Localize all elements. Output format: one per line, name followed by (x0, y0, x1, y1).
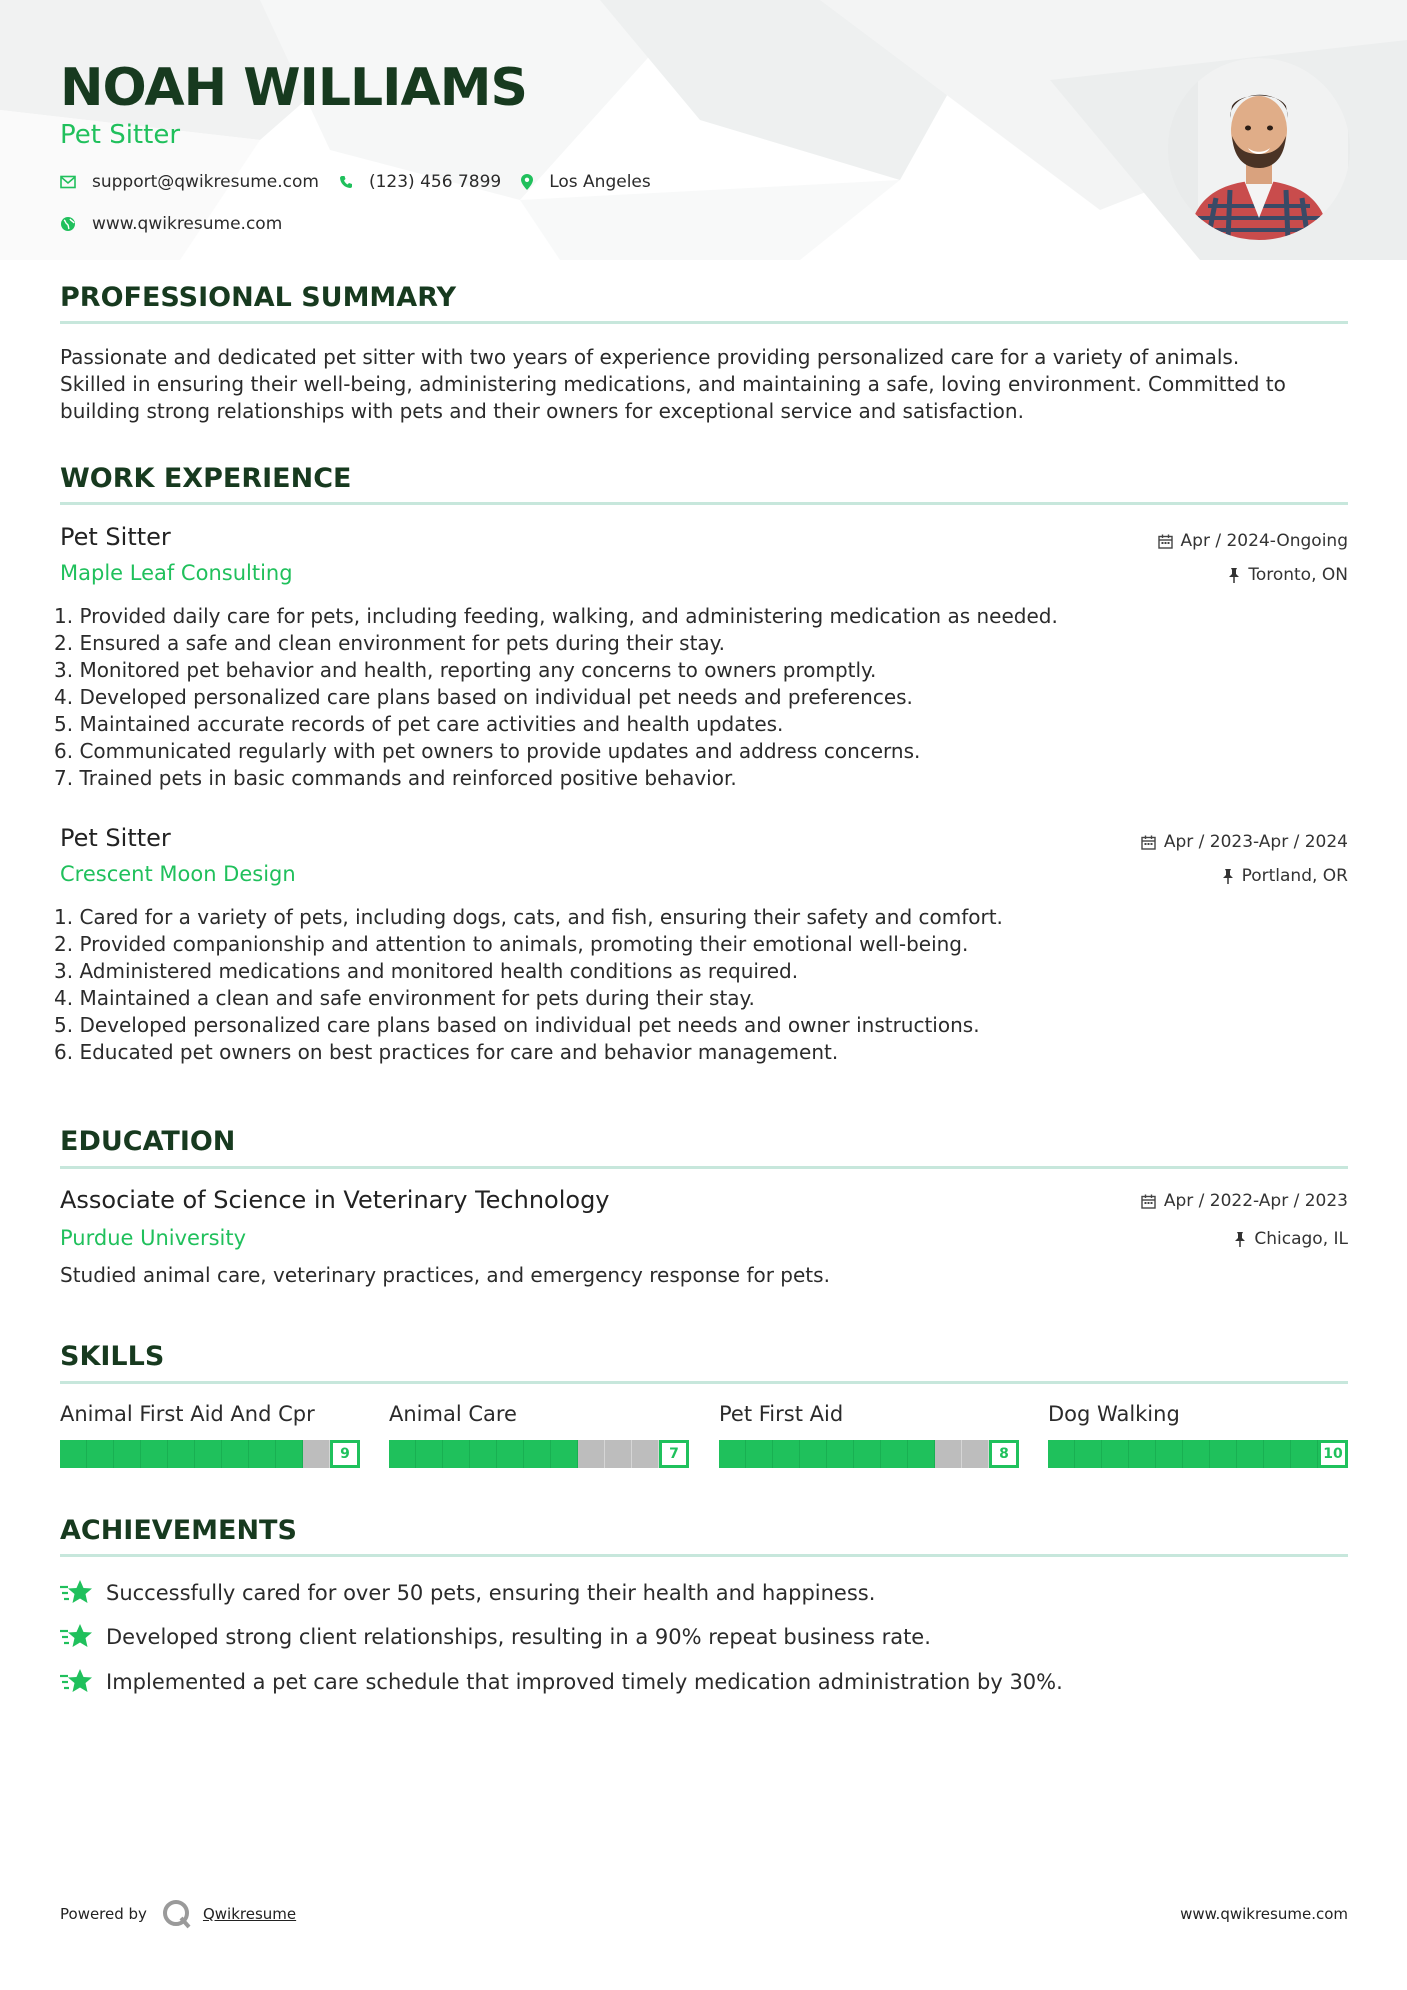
skill-level-segment (1237, 1440, 1264, 1468)
pushpin-icon (1222, 869, 1234, 884)
skill-level-bar (60, 1440, 360, 1468)
section-divider (60, 1166, 1348, 1169)
education-location (1234, 1229, 1348, 1249)
list-item: 1. Cared for a variety of pets, including dogs, cats, and fish, ensuring their safety and comfort. (54, 905, 1003, 929)
pushpin-icon (1228, 568, 1240, 583)
contact-phone[interactable] (339, 172, 501, 192)
skill-level-badge (989, 1440, 1019, 1468)
job-dates-text: Apr / 2023-Apr / 2024 (1163, 832, 1348, 852)
skill-level-segment (632, 1440, 659, 1468)
footer-website[interactable]: www.qwikresume.com (1180, 1905, 1348, 1923)
skill-item (389, 1402, 689, 1462)
achievement-item (60, 1667, 1063, 1697)
skill-item (719, 1402, 1019, 1462)
skill-level-segment (773, 1440, 800, 1468)
skill-level-bar (389, 1440, 689, 1468)
skill-level-segment (389, 1440, 416, 1468)
skill-level-segment (195, 1440, 222, 1468)
summary-text (60, 344, 1350, 425)
skill-level-segment (605, 1440, 632, 1468)
skill-level-segment (222, 1440, 249, 1468)
skill-level-segment (497, 1440, 524, 1468)
list-item: 2. Ensured a safe and clean environment for pets during their stay. (54, 631, 726, 655)
pushpin-icon (1234, 1232, 1246, 1247)
skill-level-segment (249, 1440, 276, 1468)
skill-level-segment (551, 1440, 578, 1468)
skill-level-segment (1264, 1440, 1291, 1468)
skill-level-segment (114, 1440, 141, 1468)
section-divider (60, 1554, 1348, 1557)
job-title: Pet Sitter (60, 523, 171, 551)
list-item: 5. Maintained accurate records of pet care activities and health updates. (54, 712, 784, 736)
skill-level-segment (1129, 1440, 1156, 1468)
company-name: Maple Leaf Consulting (60, 561, 293, 585)
website-text: www.qwikresume.com (92, 214, 283, 234)
achievement-item (60, 1578, 875, 1608)
contact-row-website (60, 214, 302, 234)
contact-email[interactable] (60, 172, 319, 192)
education-dates-text: Apr / 2022-Apr / 2023 (1163, 1191, 1348, 1211)
email-text: support@qwikresume.com (92, 172, 319, 192)
skill-level-segment (168, 1440, 195, 1468)
skill-level-segment (1291, 1440, 1318, 1468)
qwikresume-link[interactable]: Qwikresume (202, 1905, 297, 1923)
achievement-text: Implemented a pet care schedule that improved timely medication administration by 30%. (106, 1670, 1063, 1694)
skill-level-bar (1048, 1440, 1348, 1468)
skill-level-segment (1183, 1440, 1210, 1468)
list-item: 4. Developed personalized care plans based on individual pet needs and preferences. (54, 685, 913, 709)
skill-level-segment (578, 1440, 605, 1468)
skill-level-segment (303, 1440, 330, 1468)
skill-level-value: 8 (992, 1443, 1016, 1465)
skill-level-segment (854, 1440, 881, 1468)
job-dates-text: Apr / 2024-Ongoing (1180, 531, 1348, 551)
achievement-text: Successfully cared for over 50 pets, ensuring their health and happiness. (106, 1581, 876, 1605)
section-heading-experience: WORK EXPERIENCE (60, 463, 352, 494)
skill-level-segment (524, 1440, 551, 1468)
education-dates (1141, 1191, 1348, 1211)
skill-level-value: 9 (333, 1443, 357, 1465)
calendar-icon (1141, 835, 1156, 850)
skill-level-segment (935, 1440, 962, 1468)
list-item: 3. Administered medications and monitored health conditions as required. (54, 959, 799, 983)
section-divider (60, 1381, 1348, 1384)
avatar-illustration (1168, 58, 1350, 240)
skill-level-segment (87, 1440, 114, 1468)
skill-name: Pet First Aid (719, 1402, 844, 1426)
achievement-text: Developed strong client relationships, resulting in a 90% repeat business rate. (106, 1625, 931, 1649)
candidate-title: Pet Sitter (60, 120, 181, 150)
skill-item (60, 1402, 360, 1462)
skill-level-segment (60, 1440, 87, 1468)
summary-line: building strong relationships with pets and their owners for exceptional service and satisfaction. (60, 399, 1024, 423)
skill-level-segment (443, 1440, 470, 1468)
star-badge-icon (60, 1622, 94, 1652)
skill-level-segment (881, 1440, 908, 1468)
calendar-icon (1158, 534, 1173, 549)
contact-location (521, 172, 651, 192)
powered-by-text: Powered by (60, 1905, 147, 1923)
map-pin-icon (521, 174, 533, 190)
summary-line: Passionate and dedicated pet sitter with two years of experience providing personalized care for a variety of animals. (60, 345, 1240, 369)
skill-item (1048, 1402, 1348, 1462)
list-item: 6. Educated pet owners on best practices for care and behavior management. (54, 1040, 839, 1064)
school-name: Purdue University (60, 1226, 247, 1250)
star-badge-icon (60, 1667, 94, 1697)
list-item: 7. Trained pets in basic commands and reinforced positive behavior. (54, 766, 737, 790)
job-title: Pet Sitter (60, 824, 171, 852)
profile-photo (1168, 58, 1350, 240)
skill-level-segment (908, 1440, 935, 1468)
skill-level-value: 7 (662, 1443, 686, 1465)
skill-level-segment (1102, 1440, 1129, 1468)
star-badge-icon (60, 1578, 94, 1608)
skill-level-segment (719, 1440, 746, 1468)
skill-level-segment (470, 1440, 497, 1468)
footer-branding (60, 1898, 296, 1930)
section-divider (60, 502, 1348, 505)
job-location-text: Toronto, ON (1248, 565, 1348, 585)
contact-row (60, 172, 671, 192)
skill-level-segment (800, 1440, 827, 1468)
job-responsibilities (54, 904, 1344, 1066)
section-heading-education: EDUCATION (60, 1126, 236, 1157)
candidate-name: NOAH WILLIAMS (60, 58, 527, 118)
degree-title: Associate of Science in Veterinary Technology (60, 1186, 610, 1214)
globe-icon (60, 216, 76, 232)
skill-level-segment (276, 1440, 303, 1468)
education-description: Studied animal care, veterinary practices, and emergency response for pets. (60, 1263, 830, 1287)
job-location (1222, 866, 1348, 886)
education-location-text: Chicago, IL (1254, 1229, 1348, 1249)
contact-website[interactable] (60, 214, 282, 234)
job-location-text: Portland, OR (1241, 866, 1348, 886)
skill-level-segment (827, 1440, 854, 1468)
list-item: 6. Communicated regularly with pet owners to provide updates and address concerns. (54, 739, 921, 763)
skill-level-value: 10 (1321, 1443, 1345, 1465)
achievement-item (60, 1622, 931, 1652)
envelope-icon (60, 175, 76, 189)
company-name: Crescent Moon Design (60, 862, 296, 886)
qwikresume-logo-icon (161, 1898, 193, 1930)
summary-line: Skilled in ensuring their well-being, administering medications, and maintaining a safe, loving environment. Committed to (60, 372, 1286, 396)
calendar-icon (1141, 1194, 1156, 1209)
skill-level-badge (330, 1440, 360, 1468)
section-heading-achievements: ACHIEVEMENTS (60, 1515, 297, 1546)
list-item: 4. Maintained a clean and safe environment for pets during their stay. (54, 986, 755, 1010)
phone-text: (123) 456 7899 (368, 172, 502, 192)
phone-icon (339, 175, 353, 189)
section-heading-summary: PROFESSIONAL SUMMARY (60, 282, 457, 313)
location-text: Los Angeles (549, 172, 651, 192)
skill-level-badge (659, 1440, 689, 1468)
list-item: 5. Developed personalized care plans based on individual pet needs and owner instructions. (54, 1013, 980, 1037)
list-item: 3. Monitored pet behavior and health, reporting any concerns to owners promptly. (54, 658, 877, 682)
section-divider (60, 321, 1348, 324)
job-dates (1158, 531, 1348, 551)
skill-level-bar (719, 1440, 1019, 1468)
skill-level-segment (1156, 1440, 1183, 1468)
job-responsibilities (54, 603, 1344, 792)
skill-level-segment (1075, 1440, 1102, 1468)
job-location (1228, 565, 1348, 585)
skill-level-segment (746, 1440, 773, 1468)
list-item: 2. Provided companionship and attention to animals, promoting their emotional well-being. (54, 932, 969, 956)
skill-level-badge (1318, 1440, 1348, 1468)
skill-level-segment (416, 1440, 443, 1468)
list-item: 1. Provided daily care for pets, including feeding, walking, and administering medication as needed. (54, 604, 1058, 628)
section-heading-skills: SKILLS (60, 1341, 165, 1372)
skill-level-segment (1048, 1440, 1075, 1468)
skill-level-segment (141, 1440, 168, 1468)
job-dates (1141, 832, 1348, 852)
skill-name: Dog Walking (1048, 1402, 1180, 1426)
skill-level-segment (962, 1440, 989, 1468)
skill-level-segment (1210, 1440, 1237, 1468)
skill-name: Animal Care (389, 1402, 517, 1426)
skill-name: Animal First Aid And Cpr (60, 1402, 315, 1426)
